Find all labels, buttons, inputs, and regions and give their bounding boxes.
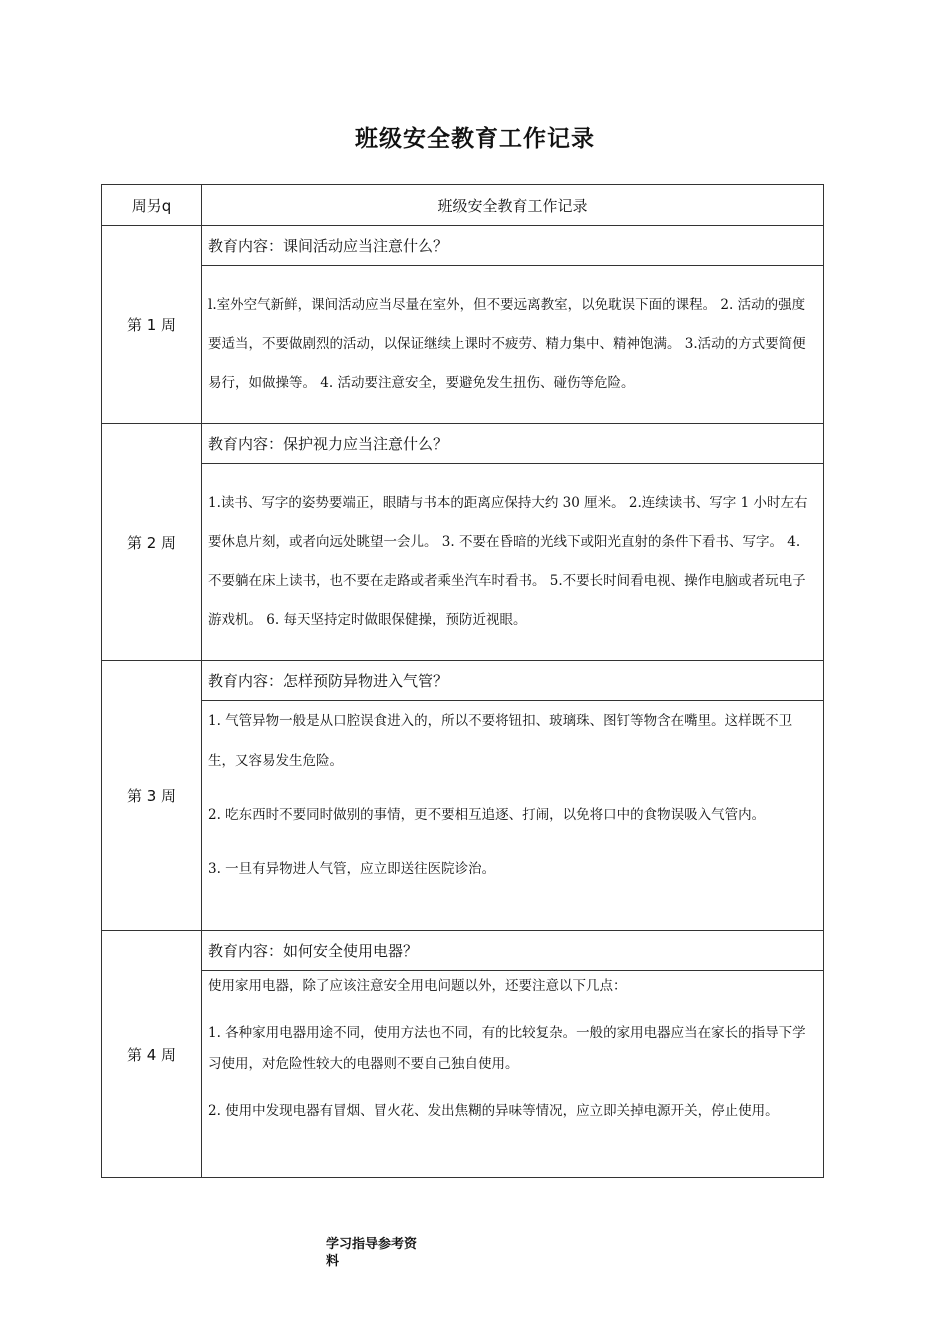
topic-title (202, 661, 824, 701)
table-row (102, 226, 824, 266)
topic-content (202, 701, 824, 931)
content-paragraph: 1. 各种家用电器用途不同，使用方法也不同，有的比较复杂。一般的家用电器应当在家长的指导下学习使用，对危险性较大的电器则不要自己独自使用。 (208, 1025, 806, 1072)
table-row (102, 464, 824, 661)
table-row (102, 701, 824, 931)
footer-line: 学习指导参考资 (326, 1237, 418, 1252)
topic-title (202, 424, 824, 464)
week-label: 第 2 周 (102, 424, 202, 661)
table-row (102, 424, 824, 464)
content-paragraph: 2. 吃东西时不要同时做别的事情，更不要相互追逐、打闹，以免将口中的食物误吸入气管内。 (208, 807, 766, 823)
table-row (102, 266, 824, 424)
table-row (102, 661, 824, 701)
topic-text: 教育内容：如何安全使用电器？ (208, 942, 419, 960)
table-header-row (102, 185, 824, 226)
header-week: 周另q (102, 185, 202, 226)
content-paragraph: 2. 使用中发现电器有冒烟、冒火花、发出焦糊的异味等情况，应立即关掉电源开关，停止使用。 (208, 1103, 779, 1119)
header-record: 班级安全教育工作记录 (202, 185, 824, 226)
topic-text: 教育内容：怎样预防异物进入气管？ (208, 672, 449, 690)
topic-content (202, 266, 824, 424)
topic-text: 教育内容：保护视力应当注意什么？ (208, 435, 449, 453)
content-paragraph: l.室外空气新鲜，课间活动应当尽量在室外，但不要远离教室，以免耽误下面的课程。 2. 活动的强度要适当，不要做剧烈的活动，以保证继续上课时不疲劳、精力集中、精神饱满。 3.活动的方式要简便易行，如做操等。 4. 活动要注意安全，要避免发生扭伤、碰伤等危险。 (208, 297, 806, 391)
footer-note (326, 1236, 436, 1270)
topic-text: 教育内容：课间活动应当注意什么？ (208, 237, 449, 255)
topic-title (202, 931, 824, 971)
page-title: 班级安全教育工作记录 (355, 126, 595, 152)
table-row (102, 971, 824, 1178)
topic-title (202, 226, 824, 266)
content-paragraph: 3. 一旦有异物进人气管，应立即送往医院诊治。 (208, 861, 496, 877)
table-row (102, 931, 824, 971)
topic-content (202, 464, 824, 661)
content-paragraph: 使用家用电器，除了应该注意安全用电问题以外，还要注意以下几点： (208, 978, 627, 994)
week-label: 第 1 周 (102, 226, 202, 424)
content-paragraph: 1. 气管异物一般是从口腔误食进入的，所以不要将钮扣、玻璃珠、图钉等物含在嘴里。这样既不卫生，又容易发生危险。 (208, 713, 793, 769)
topic-content (202, 971, 824, 1178)
footer-line: 料 (326, 1254, 340, 1269)
record-table (101, 184, 824, 1178)
week-label: 第 3 周 (102, 661, 202, 931)
week-label: 第 4 周 (102, 931, 202, 1178)
content-paragraph: 1.读书、写字的姿势要端正，眼睛与书本的距离应保持大约 30 厘米。 2.连续读书、写字 1 小时左右要休息片刻，或者向远处眺望一会儿。 3. 不要在昏暗的光线下或阳光直射的条件下看书、写字。 4. 不要躺在床上读书，也不要在走路或者乘坐汽车时看书。 5.不要长时间看电视、操作电脑或者玩电子游戏机。 6. 每天坚持定时做眼保健操，预防近视眼。 (208, 495, 808, 628)
